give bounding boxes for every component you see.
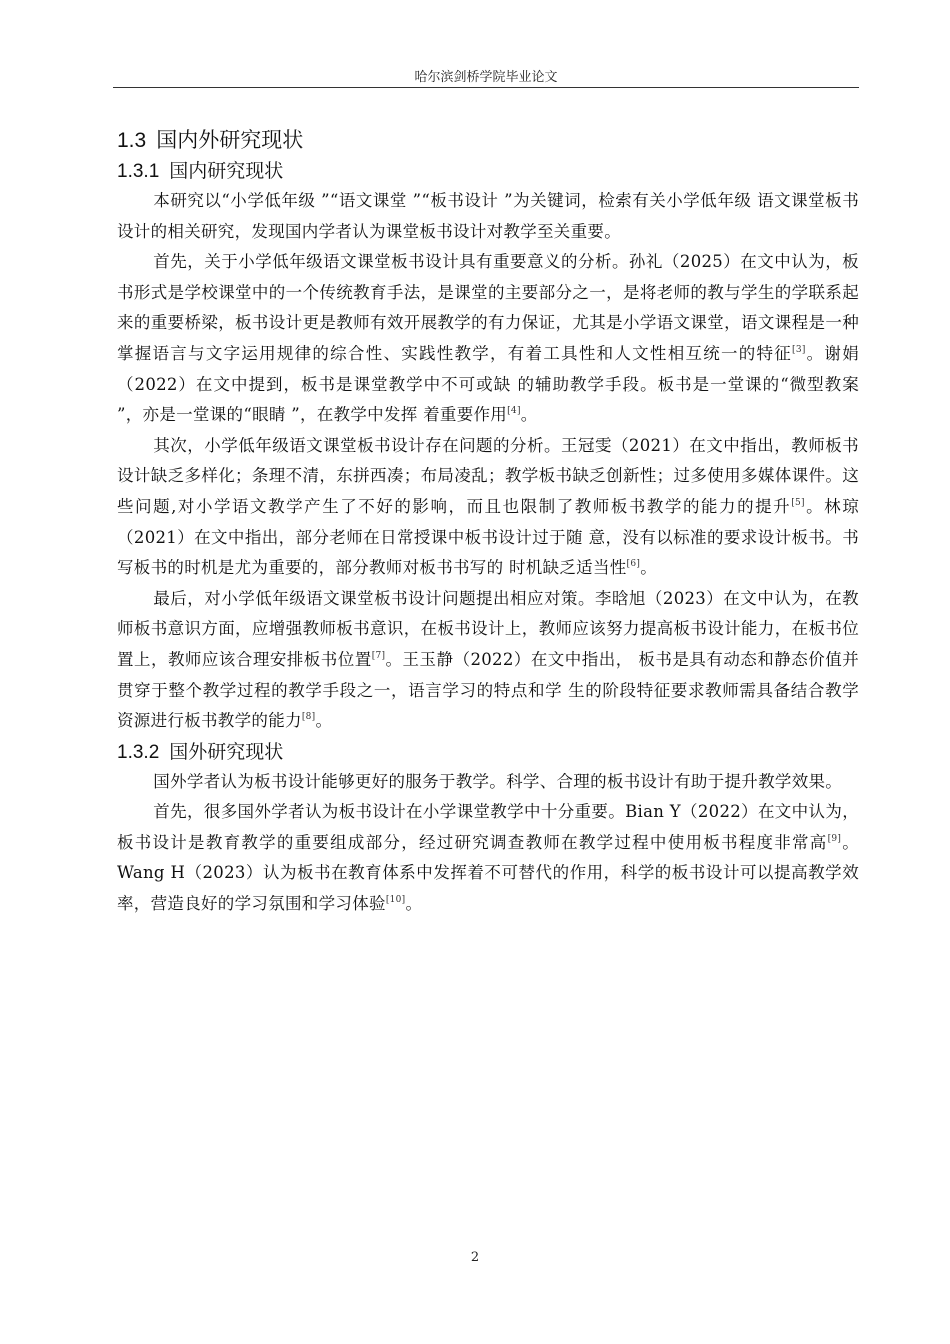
paragraph-text: 首先，关于小学低年级语文课堂板书设计具有重要意义的分析。孙礼（2025）在文中认为，板书形式是学校课堂中的一个传统教育手法，是课堂的主要部分之一，是将老师的教与学生的学联系起来的重要桥梁，板书设计更是教师有效开展教学的有力保证，尤其是小学语文课堂，语文课程是一种掌握语言与文字运用规律的综合性、实践性教学，有着工具性和人文性相互统一的特征 bbox=[117, 252, 859, 363]
paragraph bbox=[117, 584, 859, 737]
subsection-title: 国内研究现状 bbox=[169, 160, 284, 182]
paragraph-text: 。谢娟（2022）在文中提到，板书是课堂教学中不可或缺 的辅助教学手段。板书是一堂课的“微型教案 ”，亦是一堂课的“眼睛 ”，在教学中发挥 着重要作用 bbox=[117, 343, 859, 425]
paragraph bbox=[117, 797, 859, 919]
paragraph-text: 国外学者认为板书设计能够更好的服务于教学。科学、合理的板书设计有助于提升教学效果。 bbox=[153, 771, 843, 791]
paragraph bbox=[117, 431, 859, 584]
citation-ref: [5] bbox=[791, 497, 805, 508]
paragraph-text: 首先，很多国外学者认为板书设计在小学课堂教学中十分重要。Bian Y（2022）在文中认为，板书设计是教育教学的重要组成部分，经过研究调查教师在教学过程中使用板书程度非常高 bbox=[117, 802, 859, 852]
citation-ref: [9] bbox=[827, 833, 842, 844]
citation-ref: [4] bbox=[507, 406, 521, 417]
paragraph-text: 。 bbox=[640, 558, 658, 578]
citation-ref: [6] bbox=[626, 559, 641, 570]
paragraph-text: 。林琼（2021）在文中指出，部分老师在日常授课中板书设计过于随 意，没有以标准的要求设计板书。书写板书的时机是尤为重要的，部分教师对板书书写的 时机缺乏适当性 bbox=[117, 496, 859, 578]
paragraph-text: 。Wang H（2023）认为板书在教育体系中发挥着不可替代的作用，科学的板书设计可以提高教学效率，营造良好的学习氛围和学习体验 bbox=[117, 832, 859, 914]
paragraph bbox=[117, 186, 859, 247]
paragraph-text: 。 bbox=[315, 711, 333, 731]
citation-ref: [3] bbox=[792, 344, 806, 355]
subsection-title: 国外研究现状 bbox=[169, 740, 284, 763]
header-rule bbox=[113, 87, 859, 88]
subsection-heading-foreign bbox=[117, 737, 859, 767]
citation-ref: [10] bbox=[385, 895, 406, 906]
subsection-heading-domestic bbox=[117, 156, 859, 186]
paragraph-text: 最后，对小学低年级语文课堂板书设计问题提出相应对策。李晗旭（2023）在文中认为，在教师板书意识方面，应增强教师板书意识，在板书设计上，教师应该努力提高板书设计能力，在板书位置上，教师应该合理安排板书位置 bbox=[117, 588, 859, 669]
page-body bbox=[117, 124, 859, 920]
paragraph-text: 。王玉静（2022）在文中指出， 板书是具有动态和静态价值并贯穿于整个教学过程的教学手段之一，语言学习的特点和学 生的阶段特征要求教师需具备结合教学资源进行板书教学的能力 bbox=[117, 649, 859, 731]
paragraph bbox=[117, 247, 859, 431]
section-heading bbox=[117, 124, 859, 156]
paragraph-text: 其次，小学低年级语文课堂板书设计存在问题的分析。王冠雯（2021）在文中指出，教师板书设计缺乏多样化；条理不清，东拼西凑；布局凌乱；教学板书缺乏创新性；过多使用多媒体课件。这些问题,对小学语文教学产生了不好的影响，而且也限制了教师板书教学的能力的提升 bbox=[117, 435, 859, 516]
section-number: 1.3 bbox=[117, 129, 147, 152]
citation-ref: [7] bbox=[371, 650, 386, 661]
running-header: 哈尔滨剑桥学院毕业论文 bbox=[414, 70, 558, 85]
paragraph-text: 。 bbox=[405, 894, 423, 914]
page-number: 2 bbox=[470, 1250, 480, 1265]
paragraph-text: 。 bbox=[520, 405, 538, 425]
subsection-number: 1.3.1 bbox=[117, 161, 160, 182]
paragraph bbox=[117, 767, 859, 798]
subsection-number: 1.3.2 bbox=[117, 741, 160, 763]
section-title: 国内外研究现状 bbox=[156, 128, 304, 152]
paragraph-text: 本研究以“小学低年级 ”“语文课堂 ”“板书设计 ”为关键词，检索有关小学低年级 语文课堂板书设计的相关研究，发现国内学者认为课堂板书设计对教学至关重要。 bbox=[117, 191, 859, 241]
citation-ref: [8] bbox=[301, 712, 316, 723]
